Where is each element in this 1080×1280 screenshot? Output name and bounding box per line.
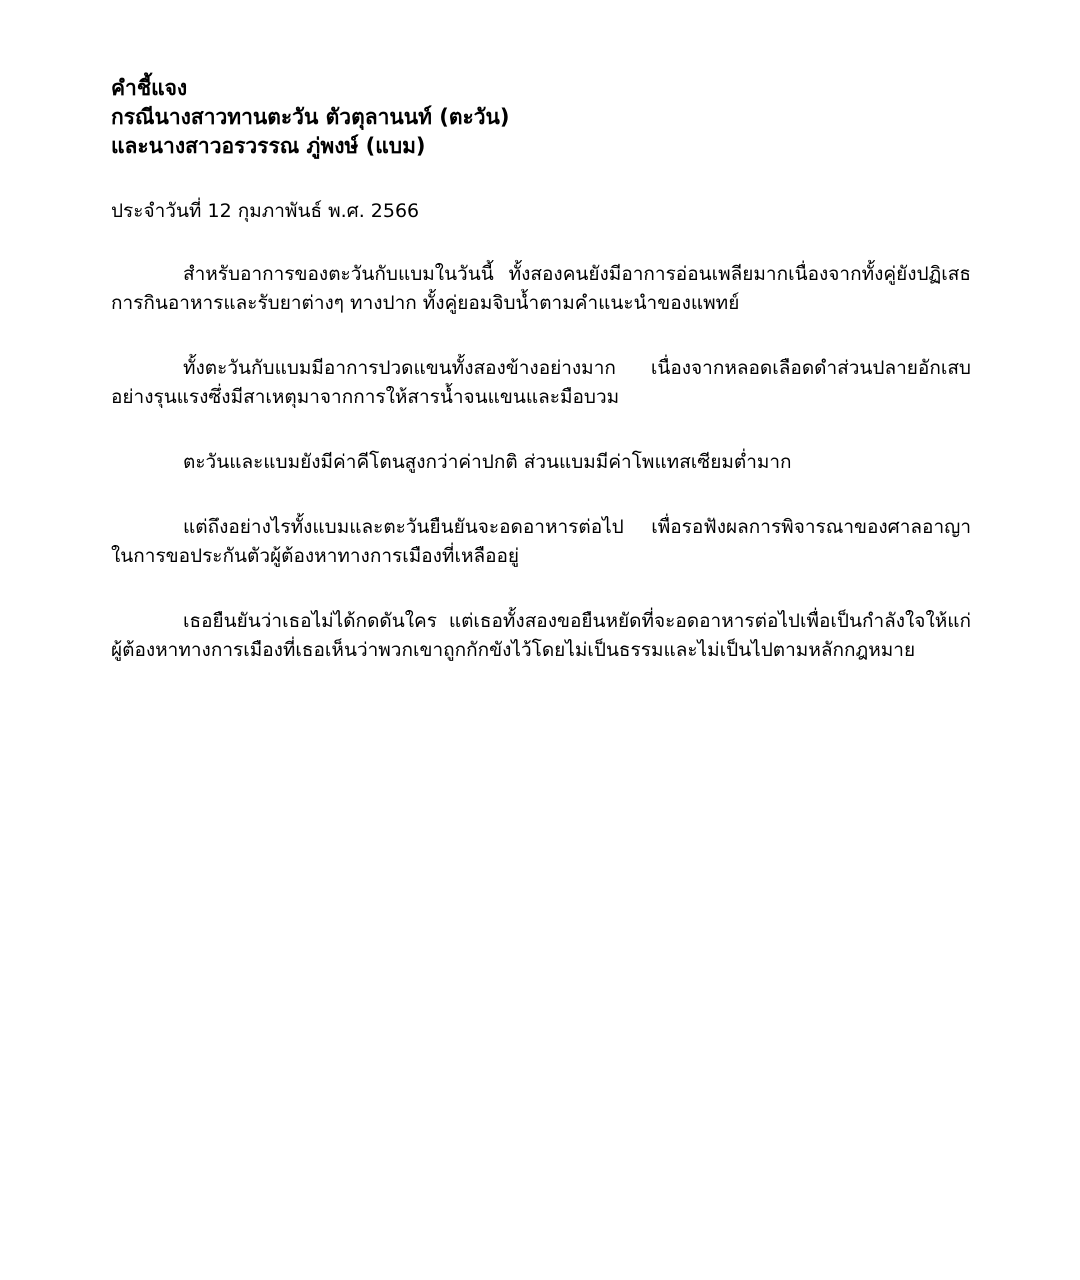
document-date: ประจำวันที่ 12 กุมภาพันธ์ พ.ศ. 2566 bbox=[111, 200, 420, 222]
paragraph-lab-values: ตะวันและแบมยังมีค่าคีโตนสูงกว่าค่าปกติ ส่วนแบมมีค่าโพแทสเซียมต่ำมาก bbox=[183, 451, 792, 473]
paragraph-arm-pain: ทั้งตะวันกับแบมมีอาการปวดแขนทั้งสองข้างอย่างมาก เนื่องจากหลอดเลือดดำส่วนปลายอักเสบอย่างรุนแรงซึ่งมีสาเหตุมาจากการให้สารน้ำจนแขนและมือบวม bbox=[111, 357, 971, 408]
paragraph-continue-fast: แต่ถึงอย่างไรทั้งแบมและตะวันยืนยันจะอดอาหารต่อไป เพื่อรอฟังผลการพิจารณาของศาลอาญาในการขอประกันตัวผู้ต้องหาทางการเมืองที่เหลืออยู่ bbox=[111, 516, 971, 567]
title-line-case-bam: และนางสาวอรวรรณ ภู่พงษ์ (แบม) bbox=[111, 134, 426, 158]
document-title bbox=[111, 74, 971, 161]
title-line-case-tawan: กรณีนางสาวทานตะวัน ตัวตุลานนท์ (ตะวัน) bbox=[111, 105, 510, 129]
paragraph-condition: สำหรับอาการของตะวันกับแบมในวันนี้ ทั้งสองคนยังมีอาการอ่อนเพลียมากเนื่องจากทั้งคู่ยังปฏิเสธการกินอาหารและรับยาต่างๆ ทางปาก ทั้งคู่ยอมจิบน้ำตามคำแนะนำของแพทย์ bbox=[111, 263, 971, 314]
document-body bbox=[111, 74, 971, 684]
title-line-heading: คำชี้แจง bbox=[111, 76, 188, 100]
paragraph-statement: เธอยืนยันว่าเธอไม่ได้กดดันใคร แต่เธอทั้งสองขอยืนหยัดที่จะอดอาหารต่อไปเพื่อเป็นกำลังใจให้แก่ผู้ต้องหาทางการเมืองที่เธอเห็นว่าพวกเขาถูกกักขังไว้โดยไม่เป็นธรรมและไม่เป็นไปตามหลักกฎหมาย bbox=[111, 610, 971, 661]
